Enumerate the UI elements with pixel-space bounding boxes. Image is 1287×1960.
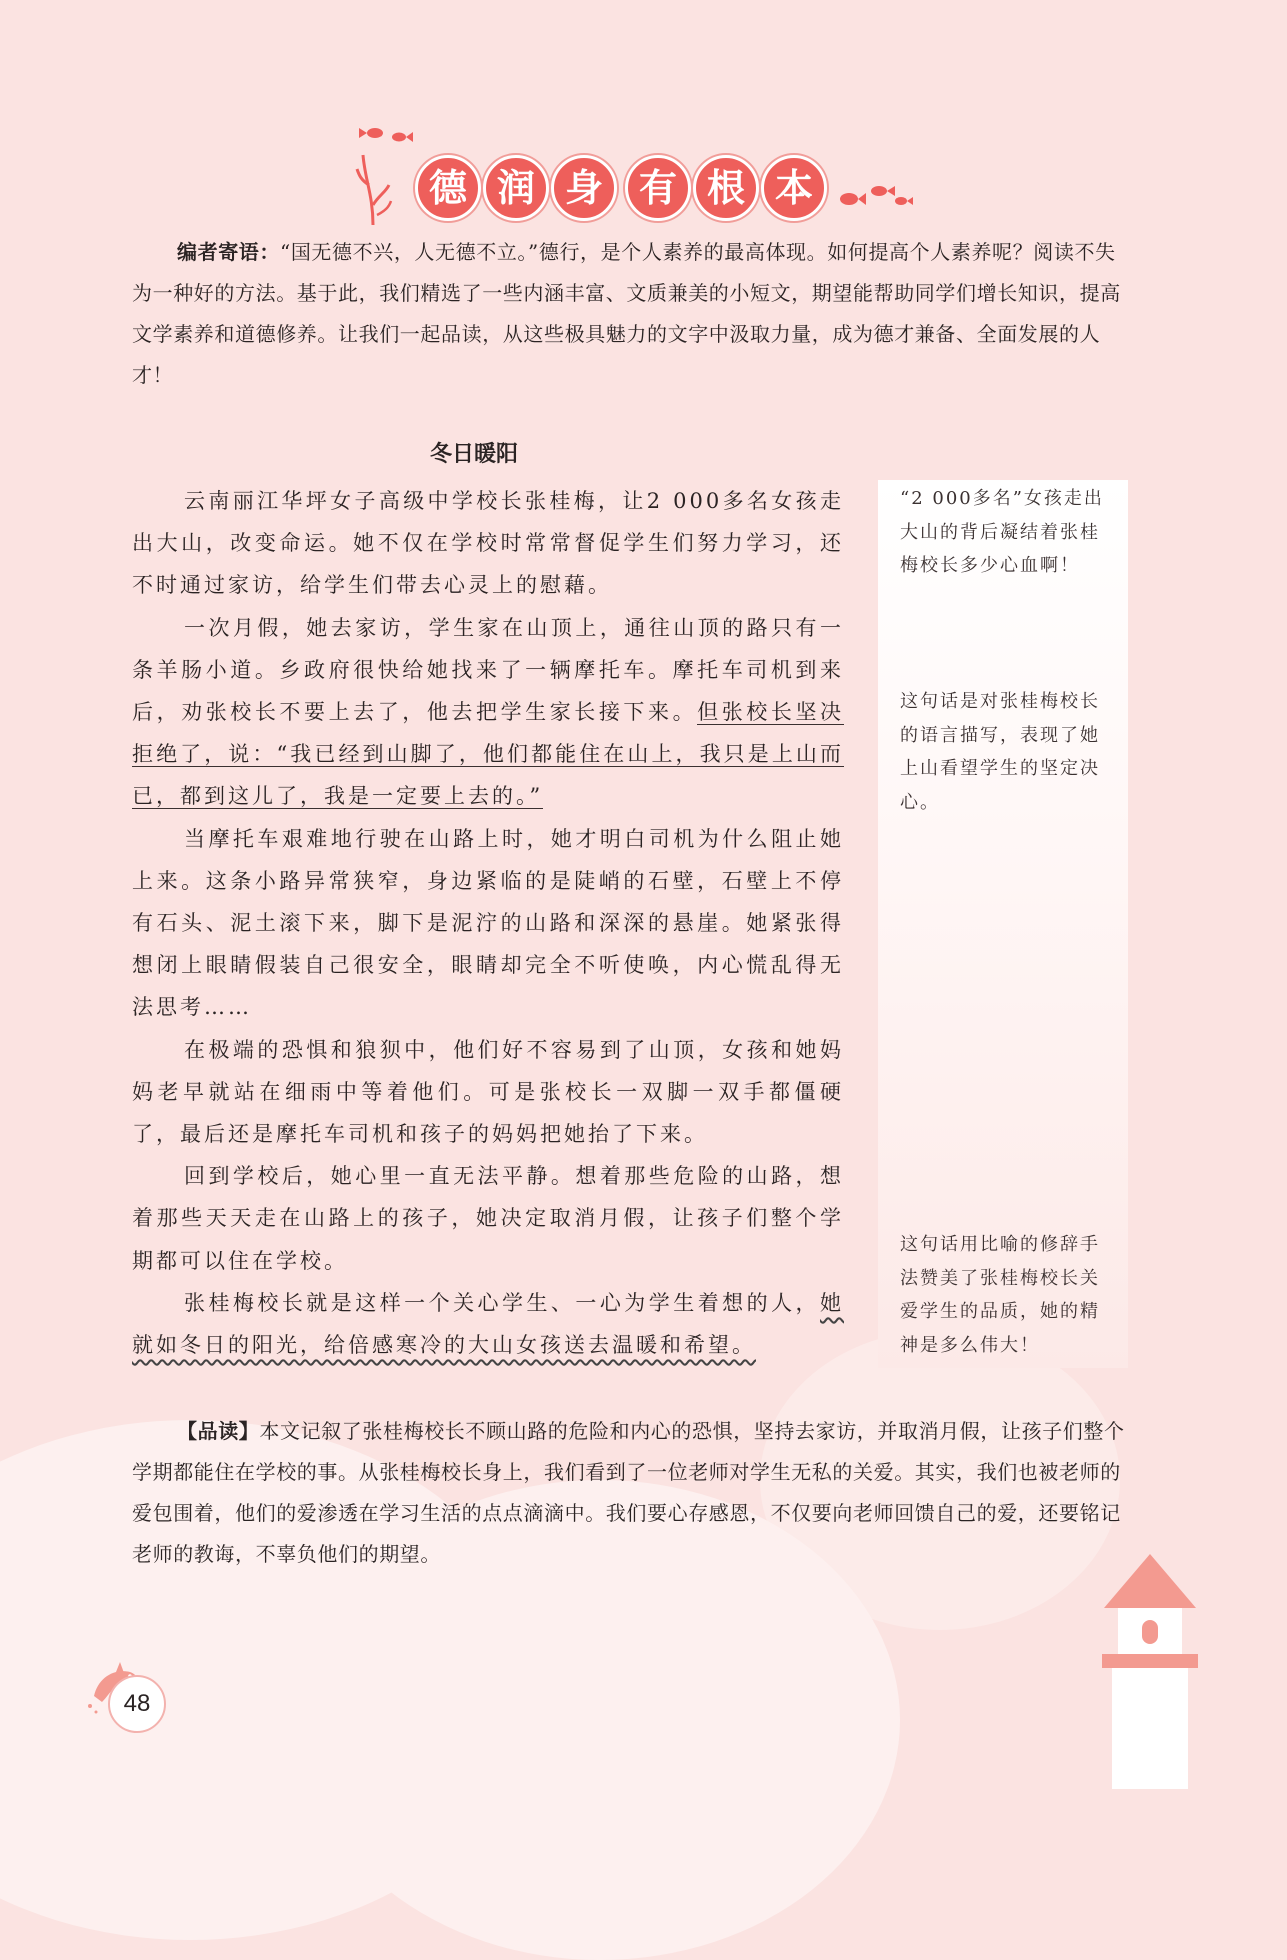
- article-paragraph: [132, 1282, 844, 1366]
- article-paragraph: 回到学校后，她心里一直无法平静。想着那些危险的山路，想着那些天天走在山路上的孩子，她决定取消月假，让孩子们整个学期都可以住在学校。: [132, 1164, 844, 1273]
- editor-note-label: 编者寄语：: [177, 240, 280, 264]
- page-number: 48: [108, 1675, 166, 1733]
- article-text: 一次月假，她去家访，学生家在山顶上，通往山顶的路只有一条羊肠小道。乡政府很快给她找来了一辆摩托车。摩托车司机到来后，劝张校长不要上去了，他去把学生家长接下来。: [132, 615, 844, 725]
- article-paragraph: 当摩托车艰难地行驶在山路上时，她才明白司机为什么阻止她上来。这条小路异常狭窄，身边紧临的是陡峭的石壁，石壁上不停有石头、泥土滚下来，脚下是泥泞的山路和深深的悬崖。她紧张得想闭上眼睛假装自己很安全，眼睛却完全不听使唤，内心慌乱得无法思考……: [132, 826, 844, 1020]
- title-char: 润: [483, 155, 549, 221]
- title-char: 根: [693, 155, 759, 221]
- article-paragraph: [132, 607, 844, 818]
- title-banner: [355, 125, 915, 235]
- lighthouse-icon: [1100, 1550, 1200, 1789]
- editor-note: [132, 232, 1132, 396]
- comment-column: [878, 480, 1128, 1368]
- title-part-1: [415, 155, 617, 217]
- title-char: 身: [551, 155, 617, 221]
- article-paragraph: 在极端的恐惧和狼狈中，他们好不容易到了山顶，女孩和她妈妈老早就站在细雨中等着他们。可是张校长一双脚一双手都僵硬了，最后还是摩托车司机和孩子的妈妈把她抬了下来。: [132, 1037, 844, 1147]
- side-comment-3: 这句话用比喻的修辞手法赞美了张桂梅校长关爱学生的品质，她的精神是多么伟大！: [900, 1234, 1100, 1356]
- article-text: 张桂梅校长就是这样一个关心学生、一心为学生着想的人，: [184, 1290, 820, 1315]
- article-body: [132, 480, 844, 1366]
- coral-fish-decoration-left: [355, 125, 415, 225]
- side-comment-2: 这句话是对张桂梅校长的语言描写，表现了她上山看望学生的坚定决心。: [900, 691, 1100, 813]
- title-part-2: [625, 155, 827, 217]
- editor-note-text: “国无德不兴，人无德不立。”德行，是个人素养的最高体现。如何提高个人素养呢？阅读不失为一种好的方法。基于此，我们精选了一些内涵丰富、文质兼美的小短文，期望能帮助同学们增长知识，提高文学素养和道德修养。让我们一起品读，从这些极具魅力的文字中汲取力量，成为德才兼备、全面发展的人才！: [132, 240, 1121, 387]
- side-comment-1: “2 000多名”女孩走出大山的背后凝结着张桂梅校长多少心血啊！: [900, 488, 1104, 576]
- title-char: 本: [761, 155, 827, 221]
- title-char: 有: [625, 155, 691, 221]
- underlined-quote: 但张校长坚决拒绝了，说：“我已经到山脚了，他们都能住在山上，我只是上山而已，都到这儿了，我是一定要上去的。”: [132, 700, 845, 809]
- title-char: 德: [415, 155, 481, 221]
- reading-section: [132, 1411, 1132, 1575]
- wavy-underlined-sentence: 她就如冬日的阳光，给倍感寒冷的大山女孩送去温暖和希望。: [132, 1290, 844, 1358]
- article-title: 冬日暖阳: [430, 442, 519, 467]
- article-paragraph: 云南丽江华坪女子高级中学校长张桂梅，让2 000多名女孩走出大山，改变命运。她不仅在学校时常常督促学生们努力学习，还不时通过家访，给学生们带去心灵上的慰藉。: [132, 489, 844, 598]
- reading-text: 本文记叙了张桂梅校长不顾山路的危险和内心的恐惧，坚持去家访，并取消月假，让孩子们整个学期都能住在学校的事。从张桂梅校长身上，我们看到了一位老师对学生无私的关爱。其实，我们也被老师的爱包围着，他们的爱渗透在学习生活的点点滴滴中。我们要心存感恩，不仅要向老师回馈自己的爱，还要铭记老师的教诲，不辜负他们的期望。: [132, 1419, 1125, 1566]
- reading-label: 【品读】: [177, 1419, 260, 1443]
- fish-decoration-right: [835, 175, 915, 215]
